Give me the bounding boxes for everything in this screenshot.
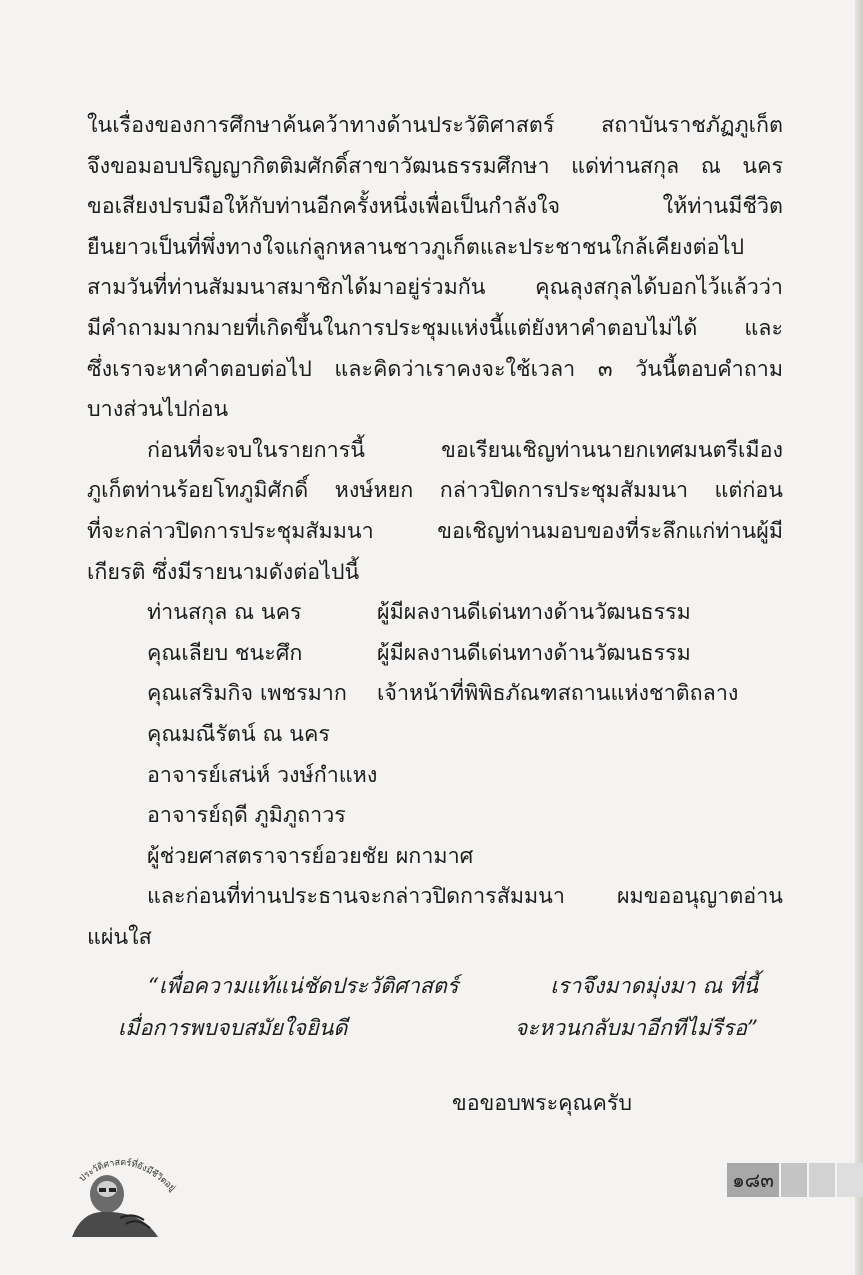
honoree-name: อาจารย์เสน่ห์ วงษ์กำแหง bbox=[147, 762, 378, 788]
poem-line2-right: จะหวนกลับมาอีกทีไม่รีรอ” bbox=[514, 1016, 758, 1041]
body-text bbox=[87, 106, 783, 958]
honoree-name: คุณเลียบ ชนะศึก bbox=[147, 640, 303, 666]
poem-line1-right: เราจึงมาดมุ่งมา ณ ที่นี้ bbox=[550, 974, 758, 999]
body-line: บางส่วนไปก่อน bbox=[87, 397, 229, 423]
body-line: ก่อนที่จะจบในรายการนี้ ขอเรียนเชิญท่านนายกเทศมนตรีเมือง bbox=[147, 437, 783, 463]
honoree-name: คุณเสริมกิจ เพชรมาก bbox=[147, 681, 347, 707]
body-line: ซึ่งเราจะหาคำตอบต่อไป และคิดว่าเราคงจะใช้เวลา ๓ วันนี้ตอบคำถาม bbox=[87, 356, 783, 382]
body-line: ภูเก็ตท่านร้อยโทภูมิศักดิ์ หงษ์หยก กล่าวปิดการประชุมสัมมนา แต่ก่อน bbox=[87, 478, 783, 504]
page-edge bbox=[855, 0, 863, 1275]
honoree-name: คุณมณีรัตน์ ณ นคร bbox=[147, 721, 330, 747]
poem-line2-left: เมื่อการพบจบสมัยใจยินดี bbox=[118, 1016, 348, 1041]
footer-tab bbox=[809, 1163, 835, 1197]
honoree-name: ท่านสกุล ณ นคร bbox=[147, 600, 302, 626]
body-line: ยืนยาวเป็นที่พึ่งทางใจแก่ลูกหลานชาวภูเก็ตและประชาชนใกล้เคียงต่อไป bbox=[87, 234, 744, 260]
body-line: แผ่นใส bbox=[87, 924, 152, 950]
honoree-name: ผู้ช่วยศาสตราจารย์อวยชัย ผกามาศ bbox=[147, 843, 474, 869]
body-line: สามวันที่ท่านสัมมนาสมาชิกได้มาอยู่ร่วมกัน คุณลุงสกุลได้บอกไว้แล้วว่า bbox=[87, 275, 783, 301]
footer-tab bbox=[781, 1163, 807, 1197]
poem-line bbox=[118, 1008, 758, 1050]
body-line: ในเรื่องของการศึกษาค้นคว้าทางด้านประวัติศาสตร์ สถาบันราชภัฏภูเก็ต bbox=[87, 113, 783, 138]
honoree-name: อาจารย์ฤดี ภูมิภูถาวร bbox=[147, 803, 346, 829]
honoree-role: ผู้มีผลงานดีเด่นทางด้านวัฒนธรรม bbox=[377, 640, 691, 666]
body-line: จึงขอมอบปริญญากิตติมศักดิ์สาขาวัฒนธรรมศึกษา แด่ท่านสกุล ณ นคร bbox=[87, 153, 783, 179]
body-line: เกียรติ ซึ่งมีรายนามดังต่อไปนี้ bbox=[87, 559, 360, 585]
body-line: และก่อนที่ท่านประธานจะกล่าวปิดการสัมมนา ผมขออนุญาตอ่าน bbox=[147, 884, 783, 910]
honoree-row bbox=[87, 756, 783, 797]
footer-tab bbox=[837, 1163, 863, 1197]
honoree-row bbox=[87, 715, 783, 756]
honoree-row bbox=[87, 837, 783, 878]
logo-portrait-icon bbox=[62, 1142, 202, 1240]
body-line: ที่จะกล่าวปิดการประชุมสัมมนา ขอเชิญท่านมอบของที่ระลึกแก่ท่านผู้มี bbox=[87, 518, 783, 544]
closing-text: ขอขอบพระคุณครับ bbox=[452, 1091, 633, 1116]
page-number: ๑๘๓ bbox=[727, 1163, 779, 1197]
page-footer bbox=[727, 1163, 863, 1197]
body-line: ขอเสียงปรบมือให้กับท่านอีกครั้งหนึ่งเพื่อเป็นกำลังใจ ให้ท่านมีชีวิต bbox=[87, 194, 783, 220]
honoree-role: ผู้มีผลงานดีเด่นทางด้านวัฒนธรรม bbox=[377, 600, 691, 626]
logo-text: ประวัติศาสตร์ที่ยังมีชีวิตอยู่ bbox=[77, 1158, 177, 1194]
honoree-role: เจ้าหน้าที่พิพิธภัณฑสถานแห่งชาติถลาง bbox=[377, 681, 739, 707]
honoree-row bbox=[87, 634, 783, 675]
honoree-row bbox=[87, 796, 783, 837]
poem bbox=[118, 966, 758, 1050]
poem-line1-left: “เพื่อความแท้แน่ชัดประวัติศาสตร์ bbox=[148, 974, 459, 999]
honoree-row bbox=[87, 593, 783, 634]
body-line: มีคำถามมากมายที่เกิดขึ้นในการประชุมแห่งนี้แต่ยังหาคำตอบไม่ได้ และ bbox=[87, 315, 783, 341]
poem-line bbox=[118, 966, 758, 1008]
honoree-row bbox=[87, 674, 783, 715]
